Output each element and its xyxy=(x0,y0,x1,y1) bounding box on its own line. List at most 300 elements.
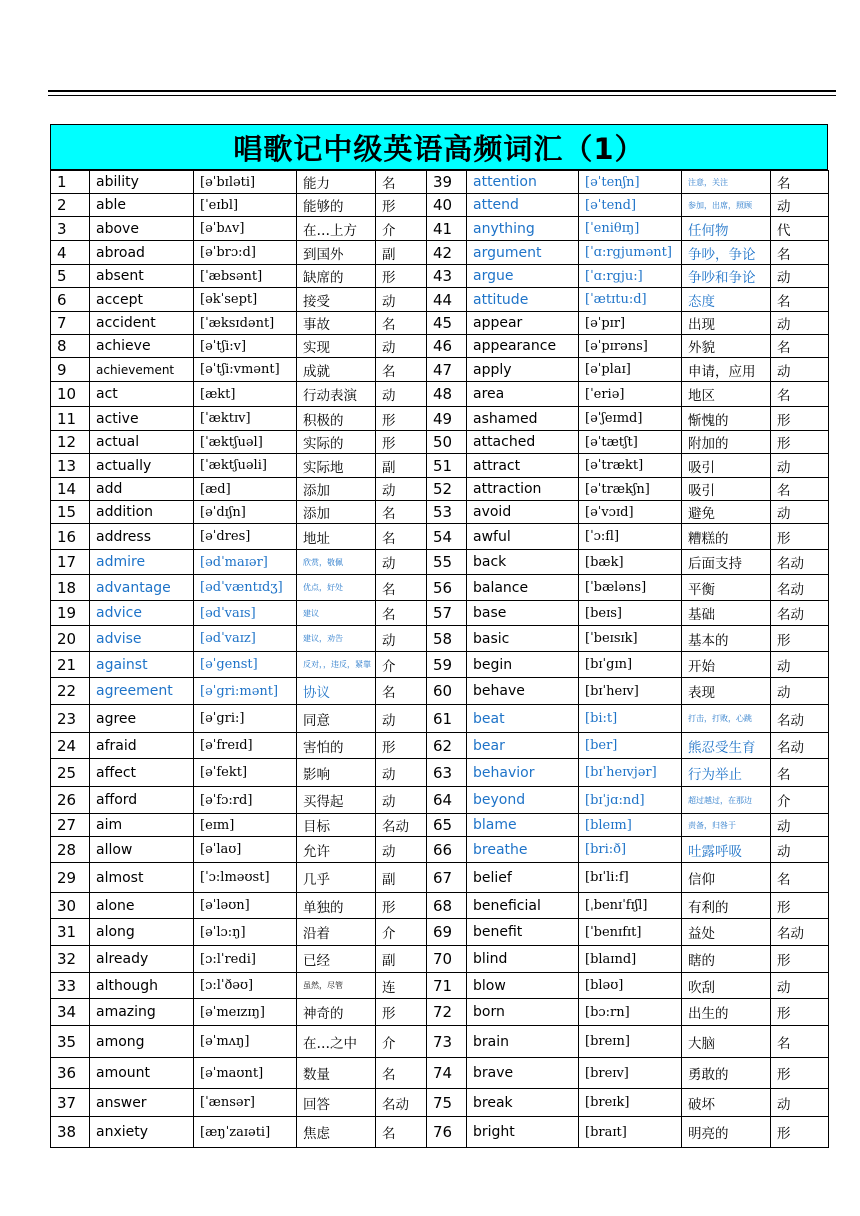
entry-number: 66 xyxy=(427,837,467,863)
entry-word: bright xyxy=(467,1117,579,1148)
entry-word: base xyxy=(467,601,579,626)
entry-word: although xyxy=(90,973,194,999)
entry-phonetic: [ədˈvæntɪdʒ] xyxy=(194,575,297,601)
table-row xyxy=(51,454,829,478)
entry-meaning: 基本的 xyxy=(682,626,771,652)
entry-word: appearance xyxy=(467,335,579,358)
entry-part-of-speech: 动 xyxy=(771,454,829,478)
entry-number: 61 xyxy=(427,705,467,733)
entry-meaning: 勇敢的 xyxy=(682,1058,771,1089)
entry-meaning: 出现 xyxy=(682,312,771,335)
entry-phonetic: [beɪs] xyxy=(579,601,682,626)
entry-word: alone xyxy=(90,893,194,919)
entry-word: agreement xyxy=(90,678,194,705)
entry-phonetic: [breɪv] xyxy=(579,1058,682,1089)
entry-part-of-speech: 名动 xyxy=(771,550,829,575)
entry-number: 18 xyxy=(51,575,90,601)
entry-word: achievement xyxy=(90,358,194,382)
entry-phonetic: [əˈgenst] xyxy=(194,652,297,678)
entry-phonetic: [æd] xyxy=(194,478,297,501)
entry-meaning: 害怕的 xyxy=(297,733,376,759)
table-row xyxy=(51,241,829,265)
table-row xyxy=(51,814,829,837)
entry-phonetic: [breɪn] xyxy=(579,1026,682,1058)
entry-meaning: 在…之中 xyxy=(297,1026,376,1058)
entry-part-of-speech: 介 xyxy=(771,787,829,814)
entry-part-of-speech: 动 xyxy=(376,550,427,575)
entry-number: 14 xyxy=(51,478,90,501)
entry-phonetic: [əˈləʊn] xyxy=(194,893,297,919)
entry-phonetic: [bleɪm] xyxy=(579,814,682,837)
entry-number: 17 xyxy=(51,550,90,575)
entry-number: 74 xyxy=(427,1058,467,1089)
entry-phonetic: [ˈæktʃuəl] xyxy=(194,431,297,454)
entry-part-of-speech: 动 xyxy=(771,1089,829,1117)
entry-number: 9 xyxy=(51,358,90,382)
table-row xyxy=(51,358,829,382)
entry-word: blind xyxy=(467,946,579,973)
entry-meaning: 开始 xyxy=(682,652,771,678)
entry-word: admire xyxy=(90,550,194,575)
entry-phonetic: [əˈpɪr] xyxy=(579,312,682,335)
entry-phonetic: [əˈtrækt] xyxy=(579,454,682,478)
entry-word: awful xyxy=(467,524,579,550)
entry-part-of-speech: 形 xyxy=(771,1117,829,1148)
entry-part-of-speech: 动 xyxy=(771,678,829,705)
entry-number: 35 xyxy=(51,1026,90,1058)
entry-part-of-speech: 动 xyxy=(376,382,427,407)
entry-meaning: 平衡 xyxy=(682,575,771,601)
entry-word: afford xyxy=(90,787,194,814)
entry-meaning: 到国外 xyxy=(297,241,376,265)
entry-meaning: 避免 xyxy=(682,501,771,524)
table-row xyxy=(51,171,829,194)
entry-number: 15 xyxy=(51,501,90,524)
entry-part-of-speech: 连 xyxy=(376,973,427,999)
entry-phonetic: [əˈpɪrəns] xyxy=(579,335,682,358)
entry-phonetic: [əˈtʃi:vmənt] xyxy=(194,358,297,382)
entry-word: brain xyxy=(467,1026,579,1058)
entry-phonetic: [əˈtend] xyxy=(579,194,682,217)
entry-phonetic: [eɪm] xyxy=(194,814,297,837)
entry-word: among xyxy=(90,1026,194,1058)
entry-part-of-speech: 名 xyxy=(771,759,829,787)
entry-meaning: 糟糕的 xyxy=(682,524,771,550)
entry-part-of-speech: 形 xyxy=(771,407,829,431)
entry-part-of-speech: 副 xyxy=(376,946,427,973)
entry-meaning: 熊忍受生育 xyxy=(682,733,771,759)
entry-part-of-speech: 名动 xyxy=(771,705,829,733)
table-row xyxy=(51,575,829,601)
entry-word: benefit xyxy=(467,919,579,946)
entry-meaning: 行动表演 xyxy=(297,382,376,407)
entry-word: attract xyxy=(467,454,579,478)
entry-meaning: 后面支持 xyxy=(682,550,771,575)
entry-part-of-speech: 名 xyxy=(376,575,427,601)
entry-part-of-speech: 名 xyxy=(771,171,829,194)
entry-meaning: 吐露呼吸 xyxy=(682,837,771,863)
entry-phonetic: [əˈtrækʃn] xyxy=(579,478,682,501)
entry-phonetic: [əˈʃeɪmd] xyxy=(579,407,682,431)
entry-number: 37 xyxy=(51,1089,90,1117)
entry-number: 30 xyxy=(51,893,90,919)
entry-number: 73 xyxy=(427,1026,467,1058)
table-row xyxy=(51,787,829,814)
entry-meaning: 能够的 xyxy=(297,194,376,217)
entry-part-of-speech: 动 xyxy=(376,837,427,863)
table-row xyxy=(51,973,829,999)
entry-part-of-speech: 介 xyxy=(376,652,427,678)
entry-meaning: 建议，劝告 xyxy=(297,626,376,652)
entry-phonetic: [ˈɑ:rgju:] xyxy=(579,265,682,288)
entry-meaning: 添加 xyxy=(297,501,376,524)
entry-part-of-speech: 副 xyxy=(376,863,427,893)
entry-word: able xyxy=(90,194,194,217)
entry-phonetic: [əˈlɔ:ŋ] xyxy=(194,919,297,946)
entry-number: 4 xyxy=(51,241,90,265)
entry-part-of-speech: 名 xyxy=(376,1117,427,1148)
entry-phonetic: [bɪˈheɪvjər] xyxy=(579,759,682,787)
table-row xyxy=(51,919,829,946)
entry-word: attention xyxy=(467,171,579,194)
entry-phonetic: [ˈæksɪdənt] xyxy=(194,312,297,335)
table-row xyxy=(51,1117,829,1148)
entry-part-of-speech: 代 xyxy=(771,217,829,241)
entry-word: advice xyxy=(90,601,194,626)
entry-part-of-speech: 形 xyxy=(376,194,427,217)
entry-part-of-speech: 形 xyxy=(771,893,829,919)
entry-number: 71 xyxy=(427,973,467,999)
entry-meaning: 虽然，尽管 xyxy=(297,973,376,999)
table-row xyxy=(51,601,829,626)
entry-part-of-speech: 动 xyxy=(771,973,829,999)
entry-meaning: 接受 xyxy=(297,288,376,312)
entry-meaning: 焦虑 xyxy=(297,1117,376,1148)
entry-number: 75 xyxy=(427,1089,467,1117)
entry-word: ashamed xyxy=(467,407,579,431)
entry-number: 46 xyxy=(427,335,467,358)
entry-meaning: 责备，归咎于 xyxy=(682,814,771,837)
entry-meaning: 几乎 xyxy=(297,863,376,893)
table-row xyxy=(51,678,829,705)
entry-phonetic: [breɪk] xyxy=(579,1089,682,1117)
top-rule xyxy=(48,90,836,92)
entry-number: 52 xyxy=(427,478,467,501)
entry-number: 56 xyxy=(427,575,467,601)
entry-word: affect xyxy=(90,759,194,787)
entry-meaning: 基础 xyxy=(682,601,771,626)
entry-word: advise xyxy=(90,626,194,652)
table-row xyxy=(51,893,829,919)
entry-number: 38 xyxy=(51,1117,90,1148)
entry-word: attend xyxy=(467,194,579,217)
entry-word: beyond xyxy=(467,787,579,814)
entry-meaning: 建议 xyxy=(297,601,376,626)
entry-part-of-speech: 名动 xyxy=(771,575,829,601)
entry-phonetic: [əkˈsept] xyxy=(194,288,297,312)
table-row xyxy=(51,382,829,407)
entry-number: 11 xyxy=(51,407,90,431)
entry-word: avoid xyxy=(467,501,579,524)
entry-meaning: 地址 xyxy=(297,524,376,550)
entry-phonetic: [blaɪnd] xyxy=(579,946,682,973)
entry-part-of-speech: 名 xyxy=(771,288,829,312)
entry-meaning: 成就 xyxy=(297,358,376,382)
entry-number: 23 xyxy=(51,705,90,733)
entry-part-of-speech: 名 xyxy=(771,241,829,265)
entry-part-of-speech: 动 xyxy=(376,626,427,652)
entry-number: 50 xyxy=(427,431,467,454)
entry-number: 59 xyxy=(427,652,467,678)
table-row xyxy=(51,652,829,678)
entry-part-of-speech: 动 xyxy=(771,501,829,524)
entry-meaning: 行为举止 xyxy=(682,759,771,787)
entry-part-of-speech: 形 xyxy=(376,893,427,919)
table-row xyxy=(51,759,829,787)
entry-number: 58 xyxy=(427,626,467,652)
entry-word: allow xyxy=(90,837,194,863)
entry-number: 1 xyxy=(51,171,90,194)
entry-part-of-speech: 名动 xyxy=(771,601,829,626)
entry-part-of-speech: 名 xyxy=(771,1026,829,1058)
entry-word: behavior xyxy=(467,759,579,787)
entry-meaning: 在…上方 xyxy=(297,217,376,241)
entry-meaning: 态度 xyxy=(682,288,771,312)
entry-number: 2 xyxy=(51,194,90,217)
entry-number: 41 xyxy=(427,217,467,241)
table-row xyxy=(51,478,829,501)
entry-part-of-speech: 介 xyxy=(376,217,427,241)
entry-word: brave xyxy=(467,1058,579,1089)
entry-phonetic: [ˈbeɪsɪk] xyxy=(579,626,682,652)
entry-word: breathe xyxy=(467,837,579,863)
entry-meaning: 表现 xyxy=(682,678,771,705)
entry-phonetic: [əˈtenʃn] xyxy=(579,171,682,194)
table-row xyxy=(51,946,829,973)
entry-word: beat xyxy=(467,705,579,733)
entry-phonetic: [ˈeniθɪŋ] xyxy=(579,217,682,241)
table-row xyxy=(51,217,829,241)
entry-meaning: 已经 xyxy=(297,946,376,973)
entry-part-of-speech: 名 xyxy=(771,863,829,893)
entry-part-of-speech: 名 xyxy=(376,358,427,382)
entry-word: basic xyxy=(467,626,579,652)
entry-phonetic: [əˈmaʊnt] xyxy=(194,1058,297,1089)
entry-phonetic: [əˈfreɪd] xyxy=(194,733,297,759)
entry-number: 48 xyxy=(427,382,467,407)
table-row xyxy=(51,1058,829,1089)
entry-number: 22 xyxy=(51,678,90,705)
entry-word: area xyxy=(467,382,579,407)
entry-meaning: 参加，出席，照顾 xyxy=(682,194,771,217)
entry-meaning: 影响 xyxy=(297,759,376,787)
entry-part-of-speech: 形 xyxy=(771,524,829,550)
entry-part-of-speech: 形 xyxy=(376,733,427,759)
entry-word: amount xyxy=(90,1058,194,1089)
table-row xyxy=(51,312,829,335)
entry-word: accident xyxy=(90,312,194,335)
entry-part-of-speech: 形 xyxy=(771,626,829,652)
entry-phonetic: [ˈɔ:lməʊst] xyxy=(194,863,297,893)
entry-word: addition xyxy=(90,501,194,524)
entry-word: answer xyxy=(90,1089,194,1117)
entry-word: achieve xyxy=(90,335,194,358)
entry-phonetic: [ˈbenɪfɪt] xyxy=(579,919,682,946)
entry-word: begin xyxy=(467,652,579,678)
table-row xyxy=(51,837,829,863)
entry-part-of-speech: 动 xyxy=(771,265,829,288)
entry-word: argument xyxy=(467,241,579,265)
vocabulary-rows xyxy=(51,171,829,1148)
entry-word: anxiety xyxy=(90,1117,194,1148)
entry-word: argue xyxy=(467,265,579,288)
entry-part-of-speech: 动 xyxy=(376,787,427,814)
entry-phonetic: [ədˈvaɪz] xyxy=(194,626,297,652)
table-row xyxy=(51,524,829,550)
entry-word: behave xyxy=(467,678,579,705)
entry-meaning: 打击，打败，心跳 xyxy=(682,705,771,733)
entry-part-of-speech: 动 xyxy=(771,652,829,678)
entry-phonetic: [ˈænsər] xyxy=(194,1089,297,1117)
entry-number: 64 xyxy=(427,787,467,814)
entry-word: actual xyxy=(90,431,194,454)
entry-part-of-speech: 动 xyxy=(771,312,829,335)
entry-phonetic: [əˈtʃi:v] xyxy=(194,335,297,358)
entry-number: 31 xyxy=(51,919,90,946)
entry-number: 51 xyxy=(427,454,467,478)
entry-phonetic: [ədˈvaɪs] xyxy=(194,601,297,626)
entry-meaning: 实际地 xyxy=(297,454,376,478)
entry-number: 12 xyxy=(51,431,90,454)
entry-part-of-speech: 形 xyxy=(376,999,427,1026)
entry-number: 10 xyxy=(51,382,90,407)
entry-meaning: 大脑 xyxy=(682,1026,771,1058)
entry-number: 3 xyxy=(51,217,90,241)
entry-phonetic: [bɪˈgɪn] xyxy=(579,652,682,678)
entry-meaning: 外貌 xyxy=(682,335,771,358)
entry-phonetic: [ˈɔ:fl] xyxy=(579,524,682,550)
entry-meaning: 超过越过，在那边 xyxy=(682,787,771,814)
entry-word: attraction xyxy=(467,478,579,501)
entry-number: 26 xyxy=(51,787,90,814)
entry-meaning: 注意，关注 xyxy=(682,171,771,194)
entry-word: appear xyxy=(467,312,579,335)
entry-word: actually xyxy=(90,454,194,478)
entry-meaning: 吸引 xyxy=(682,478,771,501)
entry-meaning: 出生的 xyxy=(682,999,771,1026)
entry-number: 6 xyxy=(51,288,90,312)
table-row xyxy=(51,431,829,454)
entry-part-of-speech: 名 xyxy=(771,478,829,501)
entry-word: balance xyxy=(467,575,579,601)
entry-phonetic: [ˈbæləns] xyxy=(579,575,682,601)
entry-phonetic: [ækt] xyxy=(194,382,297,407)
entry-meaning: 惭愧的 xyxy=(682,407,771,431)
entry-phonetic: [bɪˈli:f] xyxy=(579,863,682,893)
entry-phonetic: [əˈgri:mənt] xyxy=(194,678,297,705)
entry-word: amazing xyxy=(90,999,194,1026)
entry-number: 40 xyxy=(427,194,467,217)
entry-meaning: 地区 xyxy=(682,382,771,407)
entry-phonetic: [ədˈmaɪər] xyxy=(194,550,297,575)
entry-word: abroad xyxy=(90,241,194,265)
entry-number: 60 xyxy=(427,678,467,705)
entry-phonetic: [ˈæbsənt] xyxy=(194,265,297,288)
entry-phonetic: [braɪt] xyxy=(579,1117,682,1148)
entry-part-of-speech: 介 xyxy=(376,919,427,946)
entry-part-of-speech: 名 xyxy=(376,1058,427,1089)
table-row xyxy=(51,626,829,652)
entry-meaning: 事故 xyxy=(297,312,376,335)
entry-word: already xyxy=(90,946,194,973)
table-row xyxy=(51,288,829,312)
entry-meaning: 目标 xyxy=(297,814,376,837)
entry-number: 62 xyxy=(427,733,467,759)
entry-phonetic: [əˈvɔɪd] xyxy=(579,501,682,524)
entry-meaning: 缺席的 xyxy=(297,265,376,288)
table-row xyxy=(51,265,829,288)
entry-word: attached xyxy=(467,431,579,454)
entry-part-of-speech: 名动 xyxy=(771,733,829,759)
entry-number: 8 xyxy=(51,335,90,358)
entry-part-of-speech: 名动 xyxy=(376,814,427,837)
entry-number: 45 xyxy=(427,312,467,335)
entry-phonetic: [əˈfekt] xyxy=(194,759,297,787)
entry-word: advantage xyxy=(90,575,194,601)
entry-phonetic: [bæk] xyxy=(579,550,682,575)
entry-part-of-speech: 介 xyxy=(376,1026,427,1058)
entry-number: 57 xyxy=(427,601,467,626)
entry-number: 63 xyxy=(427,759,467,787)
entry-meaning: 吸引 xyxy=(682,454,771,478)
entry-word: born xyxy=(467,999,579,1026)
entry-word: blow xyxy=(467,973,579,999)
entry-meaning: 添加 xyxy=(297,478,376,501)
entry-phonetic: [ˈeɪbl] xyxy=(194,194,297,217)
entry-part-of-speech: 形 xyxy=(771,999,829,1026)
entry-number: 65 xyxy=(427,814,467,837)
entry-word: aim xyxy=(90,814,194,837)
entry-word: almost xyxy=(90,863,194,893)
entry-part-of-speech: 动 xyxy=(771,194,829,217)
entry-part-of-speech: 名 xyxy=(376,678,427,705)
entry-word: ability xyxy=(90,171,194,194)
entry-number: 33 xyxy=(51,973,90,999)
entry-number: 49 xyxy=(427,407,467,431)
entry-phonetic: [əˈplaɪ] xyxy=(579,358,682,382)
entry-word: above xyxy=(90,217,194,241)
entry-phonetic: [əˈtætʃt] xyxy=(579,431,682,454)
entry-part-of-speech: 形 xyxy=(771,1058,829,1089)
entry-number: 70 xyxy=(427,946,467,973)
entry-part-of-speech: 动 xyxy=(376,288,427,312)
table-row xyxy=(51,705,829,733)
entry-number: 5 xyxy=(51,265,90,288)
entry-number: 72 xyxy=(427,999,467,1026)
entry-word: apply xyxy=(467,358,579,382)
table-row xyxy=(51,733,829,759)
top-rule-thin xyxy=(48,95,836,96)
entry-part-of-speech: 名 xyxy=(376,601,427,626)
entry-number: 19 xyxy=(51,601,90,626)
entry-meaning: 信仰 xyxy=(682,863,771,893)
entry-meaning: 同意 xyxy=(297,705,376,733)
entry-word: belief xyxy=(467,863,579,893)
entry-meaning: 附加的 xyxy=(682,431,771,454)
entry-phonetic: [ɔ:lˈredi] xyxy=(194,946,297,973)
entry-meaning: 实际的 xyxy=(297,431,376,454)
entry-meaning: 有利的 xyxy=(682,893,771,919)
